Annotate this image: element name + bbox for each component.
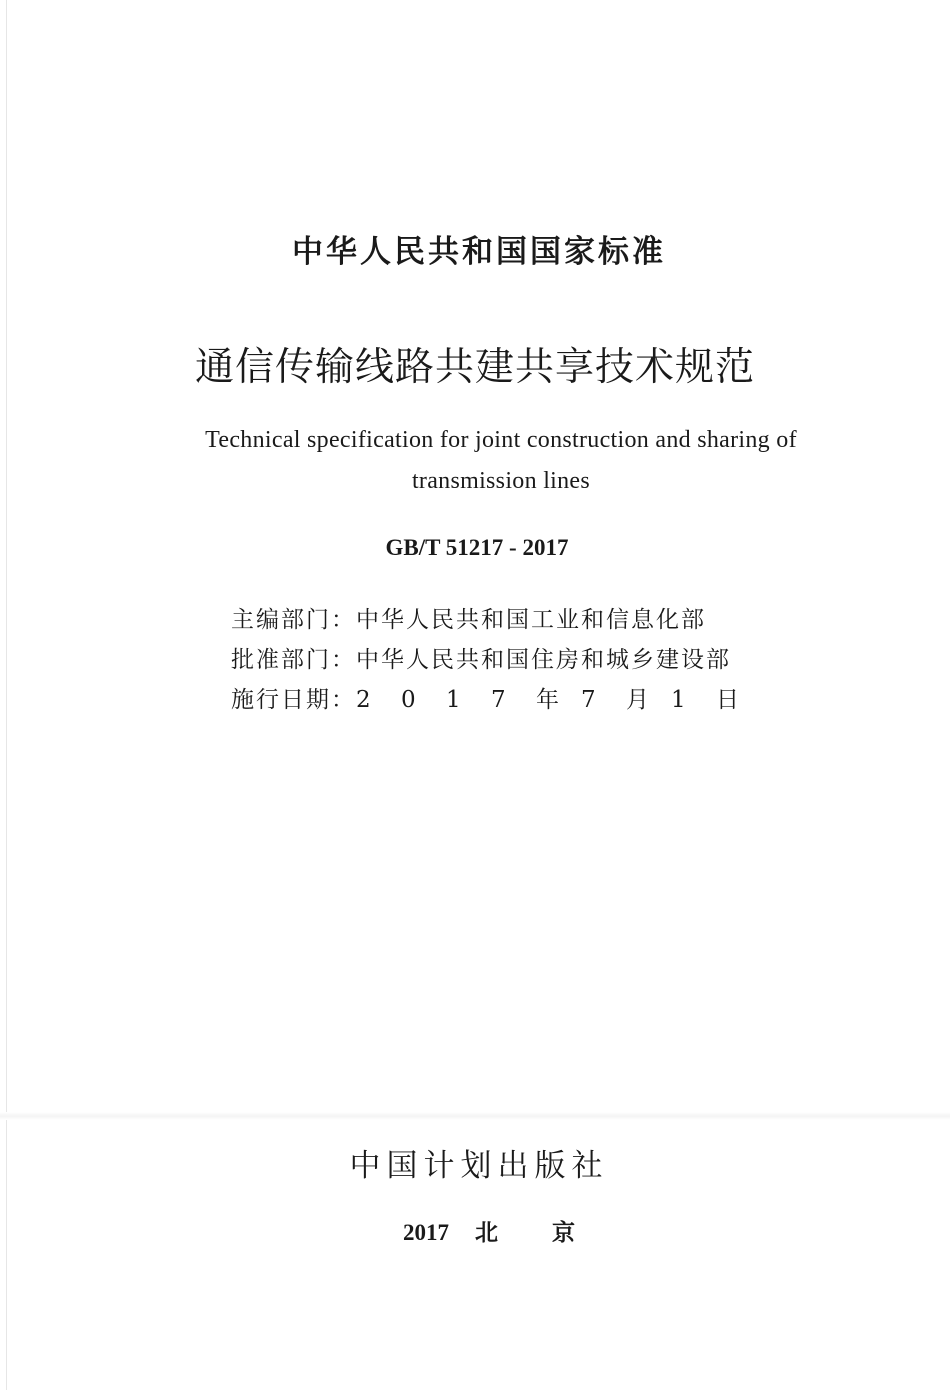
editor-value: 中华人民共和国工业和信息化部 [356,607,706,633]
date-glyph: 日 [716,687,739,713]
effective-date-row [231,680,761,720]
publication-info [231,600,761,720]
national-standard-header: 中华人民共和国国家标准 [292,234,666,270]
date-glyph: 7 [491,687,506,713]
approver-value: 中华人民共和国住房和城乡建设部 [356,647,731,673]
document-title-chinese: 通信传输线路共建共享技术规范 [194,345,755,390]
date-glyph: 0 [401,687,416,713]
date-glyph: 1 [446,687,461,713]
date-glyph: 月 [626,687,649,713]
date-glyph: 年 [536,687,559,713]
approver-row [231,640,761,680]
standard-number: GB/T 51217 - 2017 [385,535,569,560]
date-glyph: 1 [671,687,686,713]
editor-label: 主编部门： [231,607,356,633]
date-glyph: 2 [356,687,371,713]
scan-band [0,1112,950,1120]
editor-row [231,600,761,640]
publisher-name: 中国计划出版社 [349,1148,609,1184]
approver-label: 批准部门： [231,647,356,673]
effective-date-label: 施行日期： [231,687,356,713]
document-title-english [150,420,852,502]
publication-place [403,1214,629,1247]
effective-date-value [356,687,761,713]
title-english-line-1: Technical specification for joint construction and sharing of [205,427,797,453]
publication-city: 北京 [475,1220,629,1246]
date-glyph: 7 [581,687,596,713]
title-english-line-2: transmission lines [411,468,591,494]
publication-year: 2017 [403,1220,449,1245]
